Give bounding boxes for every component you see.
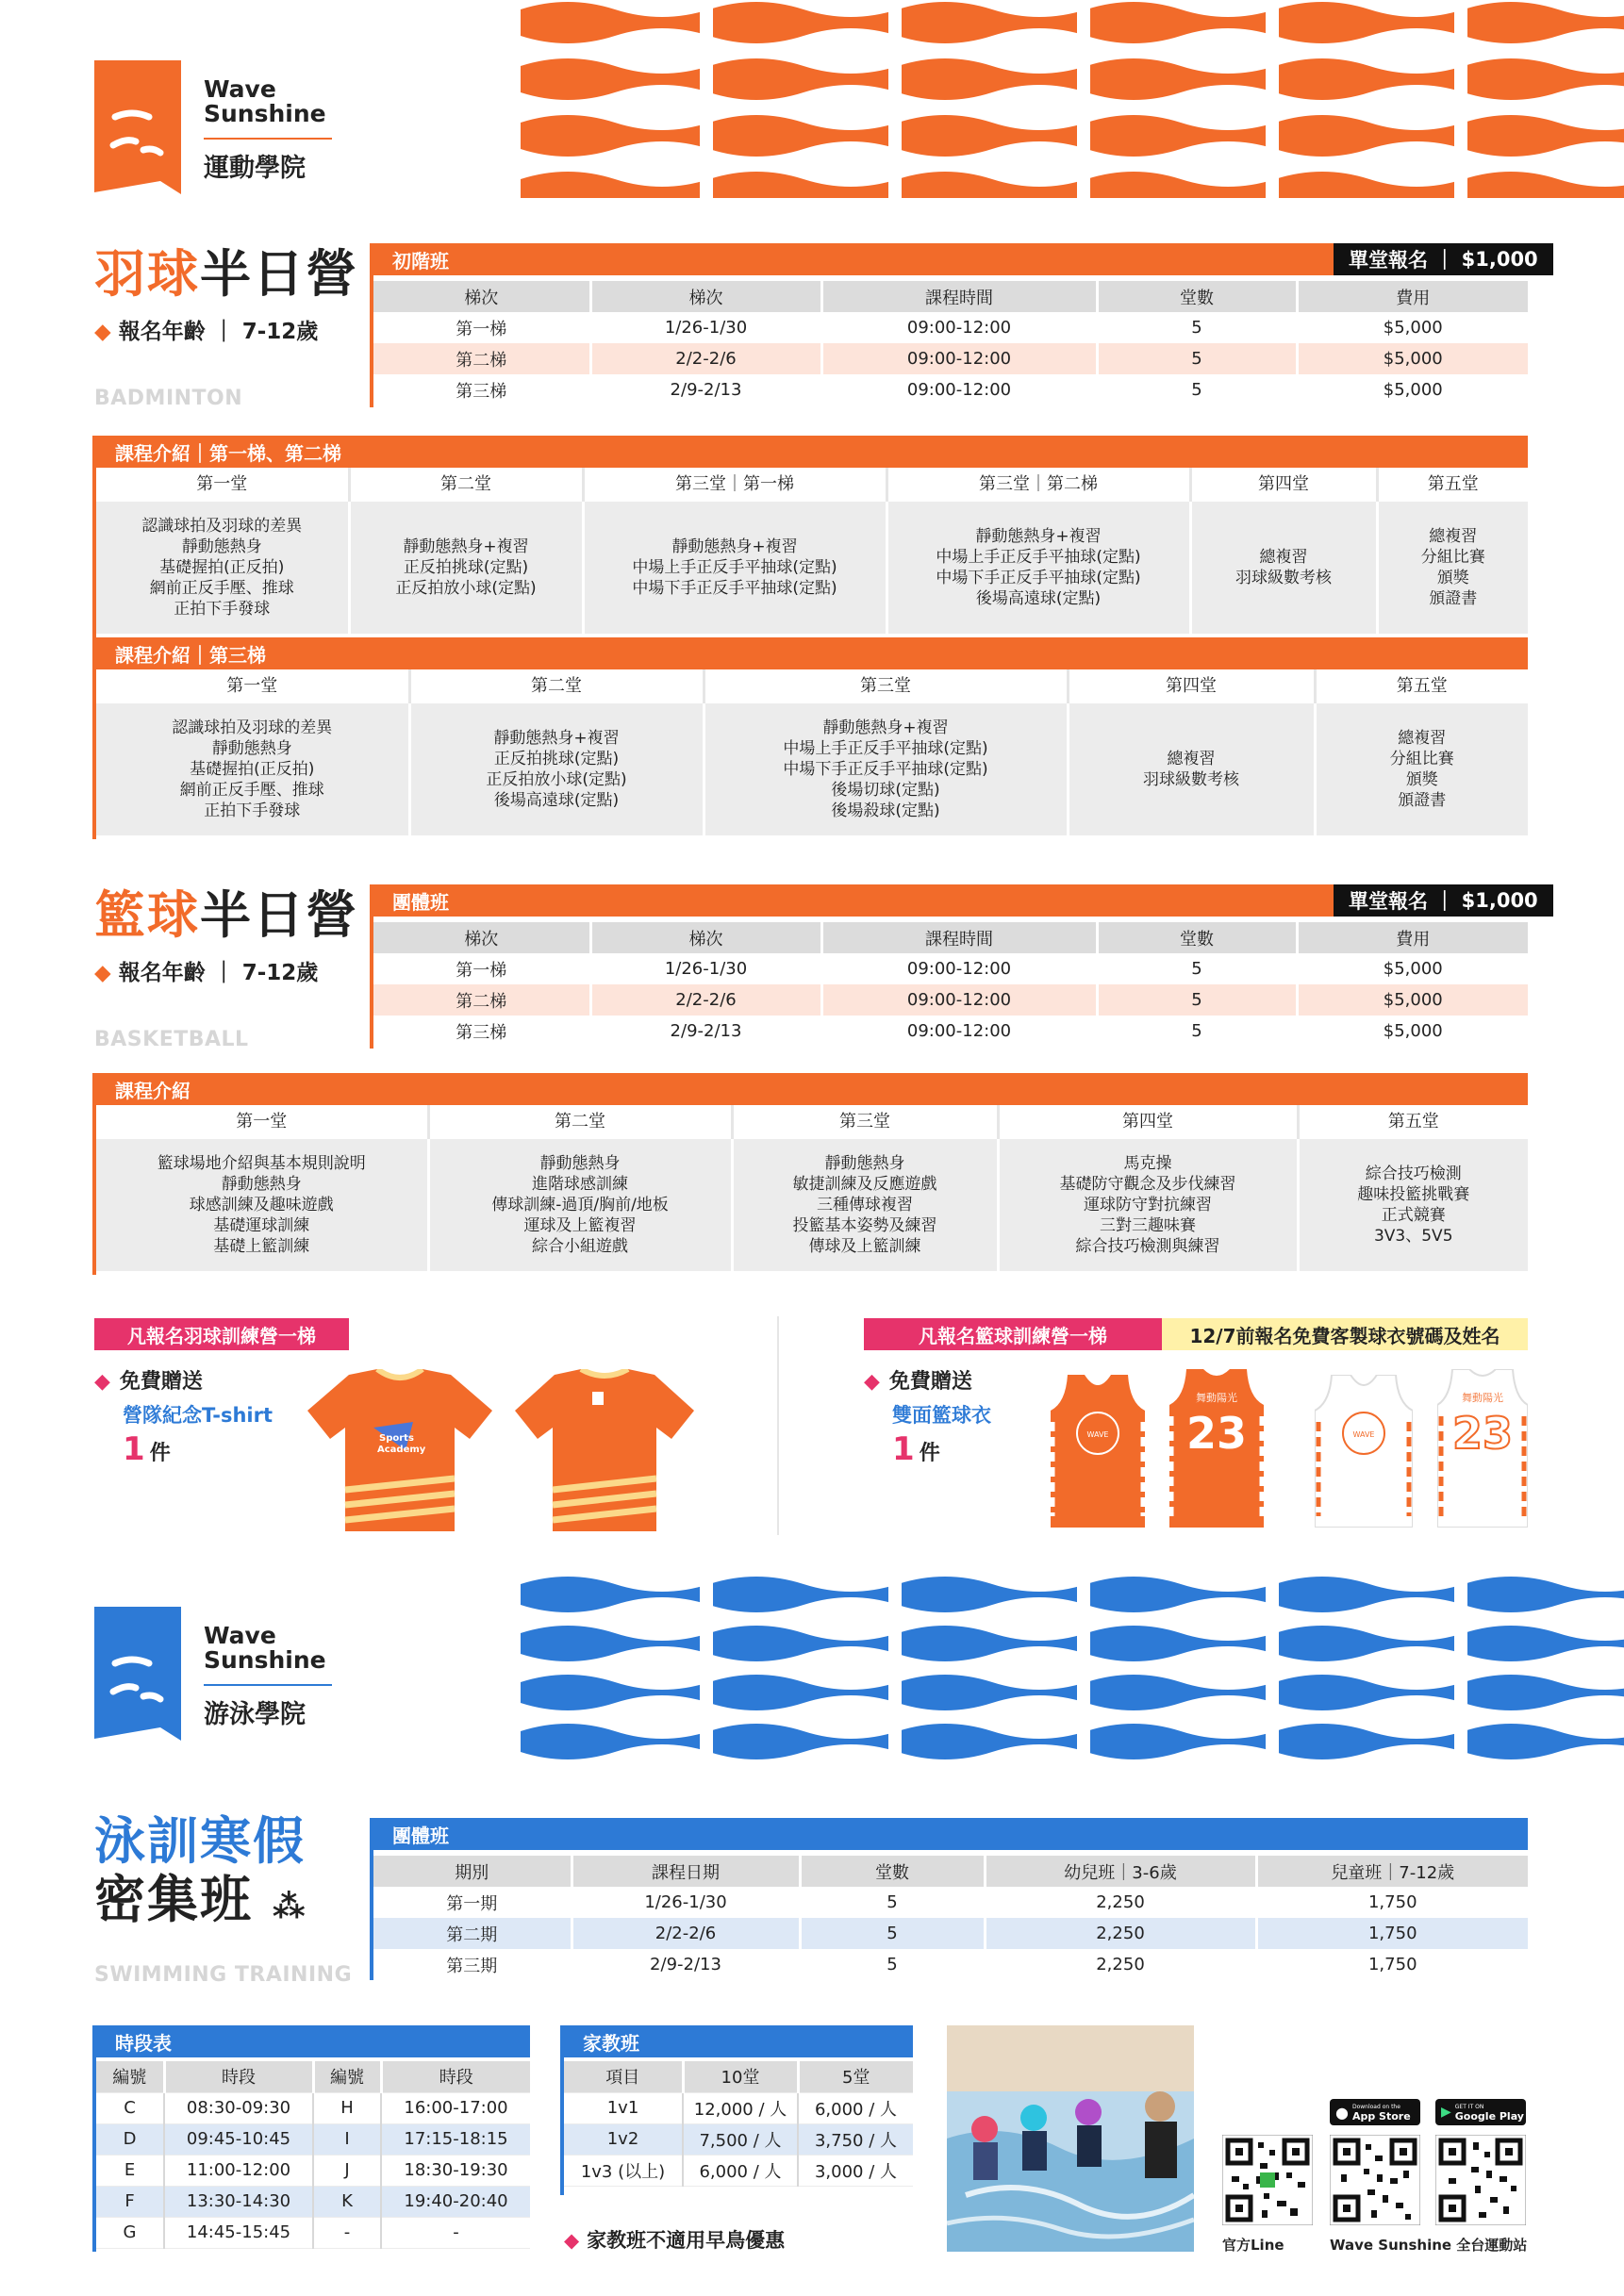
lesson-cell: 總複習 羽球級數考核 bbox=[1068, 703, 1315, 835]
badminton-intro2-table bbox=[96, 669, 1528, 835]
column-header: 第二堂 bbox=[349, 468, 583, 502]
column-header: 第四堂 bbox=[1068, 669, 1315, 703]
table-header-row bbox=[96, 669, 1528, 703]
table-cell: 2/9-2/13 bbox=[572, 1949, 800, 1980]
table-cell: 5 bbox=[1097, 312, 1297, 343]
svg-text:Academy: Academy bbox=[377, 1445, 426, 1455]
table-cell: K bbox=[313, 2186, 381, 2217]
table-cell: 6,000 / 人 bbox=[798, 2092, 913, 2123]
column-header: 梯次 bbox=[590, 281, 821, 312]
table-cell: 1,750 bbox=[1256, 1918, 1528, 1949]
promo-divider bbox=[777, 1316, 779, 1535]
basketball-promo-tag: 凡報名籃球訓練營一梯 bbox=[864, 1318, 1162, 1350]
table-cell: 19:40-20:40 bbox=[381, 2186, 530, 2217]
table-cell: 5 bbox=[1097, 374, 1297, 405]
table-cell: C bbox=[96, 2092, 164, 2123]
table-cell: J bbox=[313, 2155, 381, 2186]
basketball-en-label: BASKETBALL bbox=[94, 1028, 249, 1051]
basketball-intro-header: 課程介紹 bbox=[96, 1073, 1528, 1105]
swim-class-header: 團體班 bbox=[373, 1818, 1528, 1850]
lesson-cell: 認識球拍及羽球的差異 靜動態熱身 基礎握拍(正反拍) 網前正反手壓、推球 正拍下手發球 bbox=[96, 502, 349, 634]
swim-schedule-table bbox=[373, 1856, 1528, 1980]
table-cell: G bbox=[96, 2217, 164, 2248]
table-cell: 5 bbox=[800, 1949, 985, 1980]
table-cell: 1/26-1/30 bbox=[590, 312, 821, 343]
table-row bbox=[373, 953, 1528, 984]
lesson-cell: 認識球拍及羽球的差異 靜動態熱身 基礎握拍(正反拍) 網前正反手壓、推球 正拍下手發球 bbox=[96, 703, 409, 835]
table-cell: $5,000 bbox=[1297, 984, 1528, 1016]
svg-text:WAVE: WAVE bbox=[1086, 1430, 1109, 1439]
table-cell: 1,750 bbox=[1256, 1887, 1528, 1918]
table-cell: 09:00-12:00 bbox=[821, 1016, 1097, 1047]
swim-logo bbox=[94, 1607, 340, 1748]
badminton-title: 羽球半日營 bbox=[94, 244, 358, 304]
table-cell: 5 bbox=[1097, 953, 1297, 984]
table-row bbox=[373, 312, 1528, 343]
table-cell: $5,000 bbox=[1297, 374, 1528, 405]
column-header: 課程時間 bbox=[821, 922, 1097, 953]
basketball-single-price: 單堂報名 ｜ $1,000 bbox=[1334, 884, 1553, 917]
column-header: 梯次 bbox=[373, 281, 590, 312]
swimming-en-label: SWIMMING TRAINING bbox=[94, 1963, 353, 1987]
table-cell: 09:00-12:00 bbox=[821, 343, 1097, 374]
table-cell: 第一期 bbox=[446, 1893, 498, 1914]
table-cell: 17:15-18:15 bbox=[381, 2123, 530, 2155]
table-cell: 1/26-1/30 bbox=[572, 1887, 800, 1918]
badminton-intro1-table bbox=[96, 468, 1528, 634]
table-cell: 2,250 bbox=[985, 1918, 1256, 1949]
table-cell: 5 bbox=[800, 1887, 985, 1918]
basketball-age: ◆ 報名年齡 ｜ 7-12歲 bbox=[94, 961, 319, 985]
lesson-cell: 靜動態熱身+複習 中場上手正反手平抽球(定點) 中場下手正反手平抽球(定點) 後場高遠球(定點) bbox=[887, 502, 1190, 634]
line-label: 官方Line bbox=[1222, 2237, 1284, 2254]
lesson-cell: 馬克操 基礎防守觀念及步伐練習 運球防守對抗練習 三對三趣味賽 綜合技巧檢測與練習 bbox=[998, 1139, 1298, 1271]
table-cell: 第一梯 bbox=[456, 319, 507, 339]
lesson-cell: 靜動態熱身 進階球感訓練 傳球訓練-過頂/胸前/地板 運球及上籃複習 綜合小組遊戲 bbox=[428, 1139, 732, 1271]
basketball-intro-table bbox=[96, 1105, 1528, 1271]
table-cell: 14:45-15:45 bbox=[164, 2217, 313, 2248]
lesson-cell: 總複習 羽球級數考核 bbox=[1190, 502, 1377, 634]
table-cell: E bbox=[96, 2155, 164, 2186]
diamond-icon: ◆ bbox=[94, 961, 111, 985]
jersey-orange-back-image bbox=[1169, 1369, 1264, 1528]
column-header: 兒童班｜7-12歲 bbox=[1256, 1856, 1528, 1887]
badminton-age: ◆ 報名年齡 ｜ 7-12歲 bbox=[94, 320, 319, 344]
table-cell: 2/2-2/6 bbox=[590, 984, 821, 1016]
blue-wave-pattern bbox=[521, 1577, 1624, 1773]
table-cell: $5,000 bbox=[1297, 1016, 1528, 1047]
google-play-badge[interactable]: ▶ GET IT ON Google Play bbox=[1435, 2099, 1526, 2125]
diamond-icon: ◆ bbox=[564, 2229, 580, 2252]
play-icon: ▶ bbox=[1441, 2105, 1451, 2120]
table-cell: 5 bbox=[1097, 1016, 1297, 1047]
tutor-header: 家教班 bbox=[564, 2025, 913, 2057]
table-header-row bbox=[373, 922, 1528, 953]
tutor-table bbox=[564, 2061, 913, 2187]
swimming-title: 泳訓寒假 密集班 ⁂ bbox=[94, 1811, 307, 1929]
table-cell: F bbox=[96, 2186, 164, 2217]
lesson-cell: 籃球場地介紹與基本規則說明 靜動態熱身 球感訓練及趣味遊戲 基礎運球訓練 基礎上籃訓練 bbox=[96, 1139, 428, 1271]
table-row bbox=[96, 502, 1528, 634]
column-header: 第五堂 bbox=[1377, 468, 1528, 502]
table-cell: 第二梯 bbox=[373, 984, 590, 1016]
table-cell: 13:30-14:30 bbox=[164, 2186, 313, 2217]
column-header: 第二堂 bbox=[409, 669, 704, 703]
table-cell: $5,000 bbox=[1297, 312, 1528, 343]
line-qr-code bbox=[1222, 2135, 1313, 2225]
sports-logo bbox=[94, 60, 340, 202]
table-cell: 2/9-2/13 bbox=[590, 374, 821, 405]
table-header-row bbox=[373, 1856, 1528, 1887]
table-cell: 7,500 / 人 bbox=[683, 2123, 798, 2155]
column-header: 課程時間 bbox=[821, 281, 1097, 312]
tshirt-back-image bbox=[515, 1369, 694, 1531]
table-cell: 第二期 bbox=[373, 1918, 572, 1949]
table-cell: 09:00-12:00 bbox=[821, 312, 1097, 343]
basketball-gift-info: ◆ 免費贈送 雙面籃球衣 1 件 bbox=[864, 1370, 991, 1468]
column-header: 堂數 bbox=[1097, 922, 1297, 953]
table-header-row bbox=[96, 1105, 1528, 1139]
badminton-promo-tag: 凡報名羽球訓練營一梯 bbox=[94, 1318, 349, 1350]
table-header-row bbox=[564, 2061, 913, 2092]
table-cell: $5,000 bbox=[1297, 343, 1528, 374]
badminton-intro1-header: 課程介紹｜第一梯、第二梯 bbox=[96, 436, 1528, 468]
table-cell: 2/2-2/6 bbox=[572, 1918, 800, 1949]
swimming-photo bbox=[947, 2025, 1194, 2252]
badminton-class-header: 初階班 bbox=[373, 243, 1528, 275]
brand-divider bbox=[204, 1684, 332, 1686]
table-cell: 2/9-2/13 bbox=[590, 1016, 821, 1047]
table-row bbox=[96, 2155, 530, 2186]
table-cell: 6,000 / 人 bbox=[683, 2155, 798, 2186]
column-header: 第五堂 bbox=[1298, 1105, 1528, 1139]
basketball-class-header: 團體班 bbox=[373, 884, 1528, 917]
column-header: 編號 bbox=[96, 2061, 164, 2092]
svg-text:23: 23 bbox=[1451, 1408, 1514, 1459]
column-header: 梯次 bbox=[373, 922, 590, 953]
column-header: 課程日期 bbox=[572, 1856, 800, 1887]
tshirt-front-image bbox=[307, 1369, 492, 1531]
jersey-white-back-image bbox=[1437, 1369, 1528, 1528]
table-row bbox=[373, 1949, 1528, 1980]
table-row bbox=[96, 2123, 530, 2155]
table-cell: 16:00-17:00 bbox=[381, 2092, 530, 2123]
badminton-single-price: 單堂報名 ｜ $1,000 bbox=[1334, 243, 1553, 275]
table-cell: - bbox=[313, 2217, 381, 2248]
table-cell: 第二梯 bbox=[373, 343, 590, 374]
table-cell: 1v2 bbox=[564, 2123, 683, 2155]
table-cell: 2,250 bbox=[985, 1949, 1256, 1980]
column-header: 第三堂｜第二梯 bbox=[887, 468, 1190, 502]
lesson-cell: 靜動態熱身+複習 正反拍挑球(定點) 正反拍放小球(定點) bbox=[349, 502, 583, 634]
sports-logo-icon bbox=[94, 60, 181, 194]
table-cell: 09:00-12:00 bbox=[821, 953, 1097, 984]
column-header: 第四堂 bbox=[1190, 468, 1377, 502]
table-row bbox=[373, 343, 1528, 374]
timetable-header: 時段表 bbox=[96, 2025, 530, 2057]
svg-text:WAVE: WAVE bbox=[1352, 1430, 1375, 1439]
appstore-qr-code bbox=[1330, 2135, 1420, 2225]
table-cell: 3,750 / 人 bbox=[798, 2123, 913, 2155]
lesson-cell: 靜動態熱身+複習 中場上手正反手平抽球(定點) 中場下手正反手平抽球(定點) bbox=[583, 502, 887, 634]
table-cell: 11:00-12:00 bbox=[164, 2155, 313, 2186]
table-cell: 09:00-12:00 bbox=[821, 374, 1097, 405]
diamond-icon: ◆ bbox=[864, 1370, 880, 1394]
table-row bbox=[96, 703, 1528, 835]
basketball-title: 籃球半日營 bbox=[94, 885, 358, 945]
table-cell: 第一梯 bbox=[456, 960, 507, 981]
column-header: 第二堂 bbox=[428, 1105, 732, 1139]
column-header: 項目 bbox=[564, 2061, 683, 2092]
table-row bbox=[373, 1918, 1528, 1949]
badminton-intro2-header: 課程介紹｜第三梯 bbox=[96, 637, 1528, 669]
column-header: 第一堂 bbox=[96, 669, 409, 703]
table-cell: 12,000 / 人 bbox=[683, 2092, 798, 2123]
diamond-icon: ◆ bbox=[94, 1370, 110, 1394]
table-header-row bbox=[96, 2061, 530, 2092]
apple-icon: ● bbox=[1335, 2103, 1349, 2122]
column-header: 第三堂 bbox=[704, 669, 1068, 703]
table-row bbox=[564, 2123, 913, 2155]
table-cell: H bbox=[313, 2092, 381, 2123]
brand-name: Wave Sunshine bbox=[204, 1622, 326, 1674]
table-cell: 第三梯 bbox=[456, 1022, 507, 1043]
column-header: 10堂 bbox=[683, 2061, 798, 2092]
googleplay-qr-code bbox=[1435, 2135, 1526, 2225]
badminton-schedule-table bbox=[373, 281, 1528, 405]
table-row bbox=[373, 1887, 1528, 1918]
table-cell: 09:00-12:00 bbox=[821, 984, 1097, 1016]
badminton-gift-info: ◆ 免費贈送 營隊紀念T-shirt 1 件 bbox=[94, 1370, 273, 1468]
table-cell: 18:30-19:30 bbox=[381, 2155, 530, 2186]
table-cell: 2,250 bbox=[985, 1887, 1256, 1918]
svg-text:Sports: Sports bbox=[379, 1433, 414, 1444]
table-cell: 第三期 bbox=[446, 1956, 498, 1976]
tutor-note: ◆ 家教班不適用早鳥優惠 bbox=[564, 2229, 786, 2252]
svg-text:23: 23 bbox=[1185, 1408, 1248, 1459]
diamond-icon: ◆ bbox=[94, 320, 111, 344]
brand-subtitle: 運動學院 bbox=[204, 154, 306, 183]
svg-text:舞動陽光: 舞動陽光 bbox=[1462, 1392, 1503, 1404]
basketball-schedule-table bbox=[373, 922, 1528, 1047]
table-row bbox=[564, 2092, 913, 2123]
table-row bbox=[96, 2186, 530, 2217]
lesson-cell: 總複習 分組比賽 頒獎 頒證書 bbox=[1315, 703, 1528, 835]
column-header: 編號 bbox=[313, 2061, 381, 2092]
table-cell: 5 bbox=[1097, 343, 1297, 374]
table-cell: D bbox=[96, 2123, 164, 2155]
table-header-row bbox=[96, 468, 1528, 502]
column-header: 第三堂 bbox=[732, 1105, 998, 1139]
jersey-white-front-image bbox=[1315, 1375, 1413, 1528]
column-header: 第一堂 bbox=[96, 1105, 428, 1139]
table-cell: 09:45-10:45 bbox=[164, 2123, 313, 2155]
table-header-row bbox=[373, 281, 1528, 312]
column-header: 第三堂｜第一梯 bbox=[583, 468, 887, 502]
column-header: 梯次 bbox=[590, 922, 821, 953]
table-cell: 第三梯 bbox=[456, 381, 507, 402]
table-row bbox=[373, 1016, 1528, 1047]
column-header: 費用 bbox=[1297, 281, 1528, 312]
column-header: 費用 bbox=[1297, 922, 1528, 953]
column-header: 第四堂 bbox=[998, 1105, 1298, 1139]
badminton-en-label: BADMINTON bbox=[94, 387, 243, 410]
table-row bbox=[96, 2217, 530, 2248]
brand-subtitle: 游泳學院 bbox=[204, 1700, 306, 1729]
sparkle-icon: ⁂ bbox=[272, 1888, 307, 1925]
table-row bbox=[96, 1139, 1528, 1271]
lesson-cell: 靜動態熱身+複習 正反拍挑球(定點) 正反拍放小球(定點) 後場高遠球(定點) bbox=[409, 703, 704, 835]
table-row bbox=[373, 984, 1528, 1016]
column-header: 期別 bbox=[373, 1856, 572, 1887]
column-header: 第一堂 bbox=[96, 468, 349, 502]
table-cell: 2/2-2/6 bbox=[590, 343, 821, 374]
app-label: Wave Sunshine 全台運動站 bbox=[1330, 2237, 1528, 2254]
column-header: 時段 bbox=[381, 2061, 530, 2092]
table-cell: - bbox=[381, 2217, 530, 2248]
jersey-orange-front-image bbox=[1051, 1375, 1145, 1528]
table-cell: $5,000 bbox=[1297, 953, 1528, 984]
basketball-custom-promo: 12/7前報名免費客製球衣號碼及姓名 bbox=[1162, 1318, 1528, 1350]
table-cell: 1/26-1/30 bbox=[590, 953, 821, 984]
column-header: 堂數 bbox=[1097, 281, 1297, 312]
column-header: 第五堂 bbox=[1315, 669, 1528, 703]
column-header: 5堂 bbox=[798, 2061, 913, 2092]
brand-name: Wave Sunshine bbox=[204, 75, 326, 127]
lesson-cell: 靜動態熱身+複習 中場上手正反手平抽球(定點) 中場下手正反手平抽球(定點) 後場切球(定點) 後場殺球(定點) bbox=[704, 703, 1068, 835]
table-cell: 1,750 bbox=[1256, 1949, 1528, 1980]
table-cell: 1v3 (以上) bbox=[564, 2155, 683, 2186]
table-cell: 3,000 / 人 bbox=[798, 2155, 913, 2186]
table-row bbox=[564, 2155, 913, 2186]
table-cell: 08:30-09:30 bbox=[164, 2092, 313, 2123]
orange-wave-pattern bbox=[521, 0, 1624, 198]
column-header: 幼兒班｜3-6歲 bbox=[985, 1856, 1256, 1887]
svg-text:舞動陽光: 舞動陽光 bbox=[1196, 1392, 1237, 1404]
swim-logo-icon bbox=[94, 1607, 181, 1741]
lesson-cell: 總複習 分組比賽 頒獎 頒證書 bbox=[1377, 502, 1528, 634]
column-header: 堂數 bbox=[800, 1856, 985, 1887]
column-header: 時段 bbox=[164, 2061, 313, 2092]
lesson-cell: 綜合技巧檢測 趣味投籃挑戰賽 正式競賽 3V3、5V5 bbox=[1298, 1139, 1528, 1271]
table-cell: 5 bbox=[800, 1918, 985, 1949]
table-row bbox=[96, 2092, 530, 2123]
app-store-badge[interactable]: ● Download on the App Store bbox=[1330, 2099, 1420, 2125]
table-cell: 5 bbox=[1097, 984, 1297, 1016]
timetable-table bbox=[96, 2061, 530, 2249]
table-cell: I bbox=[313, 2123, 381, 2155]
table-cell: 1v1 bbox=[564, 2092, 683, 2123]
lesson-cell: 靜動態熱身 敏捷訓練及反應遊戲 三種傳球複習 投籃基本姿勢及練習 傳球及上籃訓練 bbox=[732, 1139, 998, 1271]
table-row bbox=[373, 374, 1528, 405]
brand-divider bbox=[204, 138, 332, 140]
